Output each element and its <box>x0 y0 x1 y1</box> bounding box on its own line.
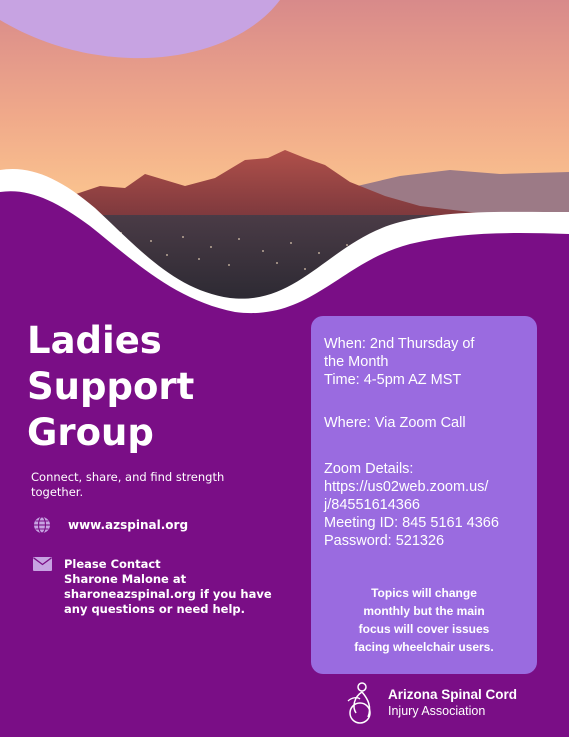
zoom-block <box>324 460 499 550</box>
event-title <box>27 318 194 456</box>
topics-line: facing wheelchair users. <box>354 640 494 654</box>
meeting-id: Meeting ID: 845 5161 4366 <box>324 515 499 531</box>
association-logo <box>342 681 517 725</box>
logo-text <box>388 687 517 719</box>
zoom-heading: Zoom Details: <box>324 461 414 477</box>
contact-info <box>64 557 309 617</box>
when-block <box>324 335 474 389</box>
where-line: Where: Via Zoom Call <box>324 415 466 431</box>
time-line: Time: 4-5pm AZ MST <box>324 372 462 388</box>
where-block <box>324 414 466 432</box>
envelope-icon <box>33 557 52 571</box>
when-line: the Month <box>324 354 389 370</box>
website-link[interactable]: www.azspinal.org <box>68 518 189 532</box>
zoom-link[interactable]: https://us02web.zoom.us/ <box>324 479 489 495</box>
contact-row <box>33 557 309 617</box>
contact-line: Please Contact <box>64 557 161 571</box>
topics-line: monthly but the main <box>363 604 485 618</box>
contact-line: Sharone Malone at <box>64 572 187 586</box>
title-line: Ladies <box>27 319 162 362</box>
title-line: Support <box>27 365 195 408</box>
zoom-link[interactable]: j/84551614366 <box>324 497 420 513</box>
contact-line: any questions or need help. <box>64 602 246 616</box>
topics-line: focus will cover issues <box>358 622 490 636</box>
logo-line: Arizona Spinal Cord <box>388 687 518 702</box>
password: Password: 521326 <box>324 533 445 549</box>
when-line: When: 2nd Thursday of <box>324 336 475 352</box>
topics-note <box>319 584 529 656</box>
tagline: Connect, share, and find strength together. <box>31 470 225 499</box>
details-card <box>311 316 537 674</box>
globe-icon <box>33 516 51 534</box>
wheelchair-figure-icon <box>342 681 382 725</box>
mountain-sunset-photo <box>0 0 569 330</box>
topics-line: Topics will change <box>371 586 477 600</box>
title-line: Group <box>27 411 154 454</box>
logo-line: Injury Association <box>388 704 486 718</box>
website-row <box>33 516 188 534</box>
contact-email[interactable]: sharoneazspinal.org if you have <box>64 587 272 601</box>
